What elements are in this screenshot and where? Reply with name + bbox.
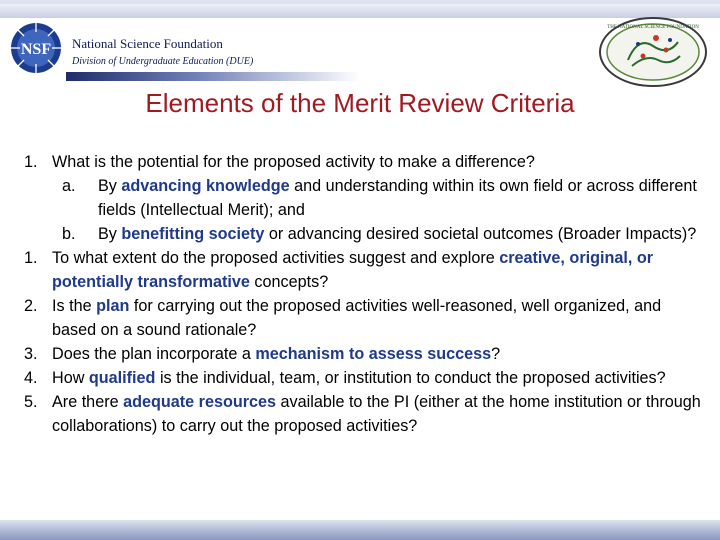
item-text: By <box>98 177 122 195</box>
criteria-item <box>24 150 704 174</box>
criteria-list <box>24 150 704 438</box>
item-number: 4. <box>24 369 38 387</box>
criteria-item <box>24 246 704 294</box>
item-text: concepts? <box>249 273 329 291</box>
item-number: b. <box>62 225 76 243</box>
seal-text: THE NATIONAL SCIENCE FOUNDATION <box>607 25 699 30</box>
item-text: or advancing desired societal outcomes (Broader Impacts)? <box>264 225 697 243</box>
item-text: To what extent do the proposed activities suggest and explore <box>52 249 500 267</box>
item-text: is the individual, team, or institution to conduct the proposed activities? <box>155 369 666 387</box>
criteria-item <box>24 390 704 438</box>
org-division: Division of Undergraduate Education (DUE) <box>72 56 254 67</box>
highlighted-term: creative, original, or potentially transformative <box>52 249 654 291</box>
item-text: for carrying out the proposed activities well-reasoned, well organized, and based on a sound rationale? <box>52 297 662 339</box>
nsf-seal <box>598 16 708 88</box>
criteria-subitem <box>24 222 704 246</box>
header-rule <box>66 72 360 81</box>
criteria-item <box>24 342 704 366</box>
item-number: 2. <box>24 297 38 315</box>
criteria-item <box>24 366 704 390</box>
highlighted-term: mechanism to assess success <box>255 345 492 363</box>
item-number: 1. <box>24 249 38 267</box>
item-text: ? <box>491 345 501 363</box>
item-text: and understanding within its own field or across different fields (Intellectual Merit); and <box>98 177 697 219</box>
highlighted-term: advancing knowledge <box>121 177 290 195</box>
item-text: What is the potential for the proposed activity to make a difference? <box>52 153 535 171</box>
item-number: 5. <box>24 393 38 411</box>
nsf-logo <box>10 22 62 74</box>
item-text: Is the <box>52 297 97 315</box>
criteria-subitem <box>24 174 704 222</box>
criteria-item <box>24 294 704 342</box>
org-name: National Science Foundation <box>72 36 223 51</box>
item-text: By <box>98 225 122 243</box>
highlighted-term: adequate resources <box>123 393 277 411</box>
item-number: 1. <box>24 153 38 171</box>
item-number: 3. <box>24 345 38 363</box>
highlighted-term: plan <box>96 297 130 315</box>
slide-title: Elements of the Merit Review Criteria <box>145 88 575 118</box>
bottom-banner-bar <box>0 520 720 540</box>
item-text: available to the PI (either at the home institution or through collaborations) to carry out the proposed activities? <box>52 393 701 435</box>
item-text: Are there <box>52 393 124 411</box>
nsf-logo-text: NSF <box>20 41 52 58</box>
item-text: How <box>52 369 89 387</box>
item-text: Does the plan incorporate a <box>52 345 256 363</box>
highlighted-term: benefitting society <box>121 225 265 243</box>
item-number: a. <box>62 177 76 195</box>
highlighted-term: qualified <box>88 369 156 387</box>
